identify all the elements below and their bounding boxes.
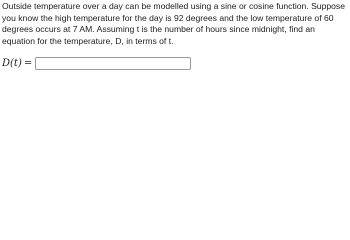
answer-label: D(t)	[2, 57, 22, 69]
answer-row	[2, 55, 191, 71]
question-text: Outside temperature over a day can be modelled using a sine or cosine function. Suppose you know the high temperature for the day is 92 degrees and the low temperature of 60 degrees occurs at 7 AM. Assuming t is the number of hours since midnight, find an equation for the temperature, D, in terms of t.	[2, 1, 346, 46]
equals-sign: =	[23, 57, 33, 69]
answer-input[interactable]	[35, 57, 191, 70]
problem-card	[0, 0, 350, 75]
